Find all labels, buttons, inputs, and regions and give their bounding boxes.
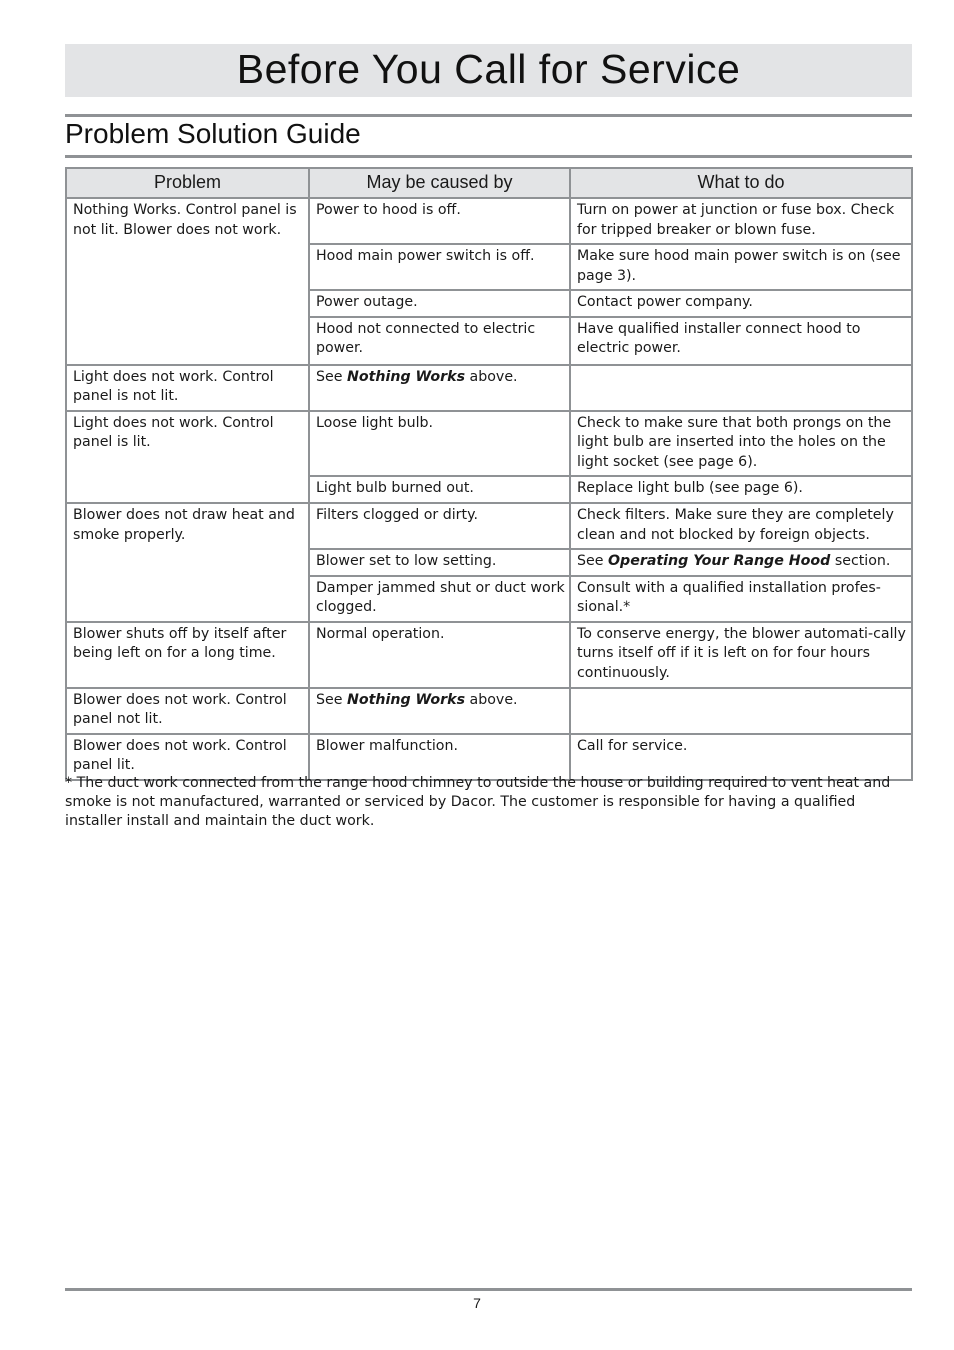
cause-cell [309, 688, 570, 734]
action-cell: Make sure hood main power switch is on (see page 3). [570, 244, 912, 290]
cause-cell: Damper jammed shut or duct work clogged. [309, 576, 570, 622]
footer-divider [65, 1288, 912, 1291]
column-header-problem: Problem [66, 168, 309, 198]
section-divider-bottom [65, 155, 912, 158]
problem-cell: Nothing Works. Control panel is not lit. Blower does not work. [66, 198, 309, 365]
cause-cell: Power to hood is off. [309, 198, 570, 244]
cause-cell: Filters clogged or dirty. [309, 503, 570, 549]
problem-cell: Light does not work. Control panel is lit. [66, 411, 309, 504]
table-row [66, 622, 912, 688]
section-divider-top [65, 114, 912, 117]
cause-cell: Loose light bulb. [309, 411, 570, 477]
action-cell: To conserve energy, the blower automati-cally turns itself off if it is left on for four hours continuously. [570, 622, 912, 688]
action-cell: Have qualified installer connect hood to electric power. [570, 317, 912, 365]
action-cell [570, 549, 912, 576]
table-row [66, 688, 912, 734]
problem-cell: Blower does not draw heat and smoke properly. [66, 503, 309, 622]
problem-cell: Light does not work. Control panel is not lit. [66, 365, 309, 411]
table-header-row [66, 168, 912, 198]
table-row [66, 198, 912, 244]
action-cell: Contact power company. [570, 290, 912, 317]
cause-cell: Light bulb burned out. [309, 476, 570, 503]
cause-emphasis: Nothing Works [346, 691, 466, 708]
action-prefix: See [577, 553, 608, 569]
cause-cell: Blower malfunction. [309, 734, 570, 780]
problem-solution-table [65, 167, 913, 781]
cause-cell: Normal operation. [309, 622, 570, 688]
cause-prefix: See [316, 368, 347, 385]
column-header-action: What to do [570, 168, 912, 198]
cause-suffix: above. [465, 691, 518, 708]
problem-cell: Blower does not work. Control panel not lit. [66, 688, 309, 734]
cause-cell [309, 365, 570, 411]
action-cell: Consult with a qualified installation profes-sional.* [570, 576, 912, 622]
action-cell: Turn on power at junction or fuse box. Check for tripped breaker or blown fuse. [570, 198, 912, 244]
cause-cell: Blower set to low setting. [309, 549, 570, 576]
cause-cell: Hood main power switch is off. [309, 244, 570, 290]
footnote: * The duct work connected from the range hood chimney to outside the house or building required to vent heat and smoke is not manufactured, warranted or serviced by Dacor. The customer is responsible for having a qualified installer install and maintain the duct work. [65, 775, 891, 829]
table-row [66, 503, 912, 549]
table-row [66, 411, 912, 477]
table-row [66, 365, 912, 411]
action-cell: Check to make sure that both prongs on the light bulb are inserted into the holes on the light socket (see page 6). [570, 411, 912, 477]
column-header-cause: May be caused by [309, 168, 570, 198]
action-cell: Replace light bulb (see page 6). [570, 476, 912, 503]
action-cell [570, 365, 912, 411]
cause-emphasis: Nothing Works [346, 368, 466, 385]
page-number: 7 [473, 1295, 481, 1311]
action-suffix: section. [830, 553, 891, 569]
cause-prefix: See [316, 691, 347, 708]
page-title: Before You Call for Service [236, 46, 741, 92]
cause-cell: Hood not connected to electric power. [309, 317, 570, 365]
table-row [66, 734, 912, 780]
problem-cell: Blower shuts off by itself after being left on for a long time. [66, 622, 309, 688]
problem-cell: Blower does not work. Control panel lit. [66, 734, 309, 780]
action-cell: Check filters. Make sure they are completely clean and not blocked by foreign objects. [570, 503, 912, 549]
action-cell [570, 688, 912, 734]
cause-suffix: above. [465, 368, 518, 385]
section-title: Problem Solution Guide [65, 118, 361, 149]
action-emphasis: Operating Your Range Hood [607, 553, 831, 569]
cause-cell: Power outage. [309, 290, 570, 317]
title-band [65, 44, 912, 97]
action-cell: Call for service. [570, 734, 912, 780]
